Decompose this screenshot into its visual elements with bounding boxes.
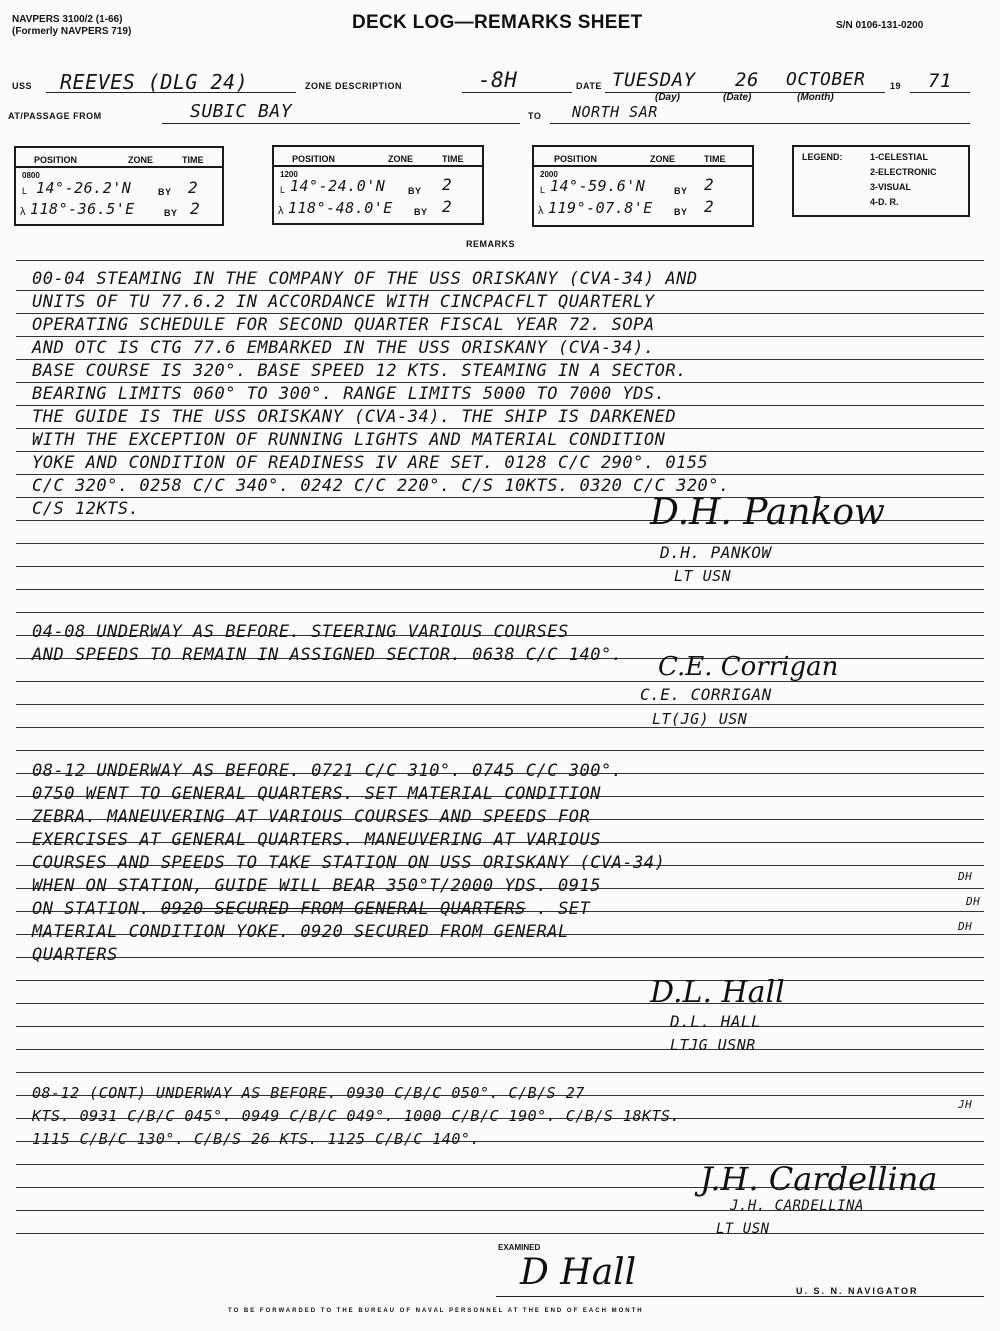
col-position-label: POSITION bbox=[34, 155, 78, 165]
signer-rank: LT(JG) USN bbox=[652, 710, 748, 728]
stock-number: S/N 0106-131-0200 bbox=[836, 20, 924, 31]
signature-hall: D.L. Hall bbox=[650, 975, 785, 1010]
latitude-symbol: L bbox=[540, 185, 546, 195]
latitude-symbol: L bbox=[22, 186, 28, 196]
entry-line: 0750 WENT TO GENERAL QUARTERS. SET MATERIAL CONDITION bbox=[32, 784, 601, 804]
longitude-symbol: λ bbox=[538, 205, 544, 217]
ship-name-underline bbox=[46, 92, 296, 93]
navigator-title: U. S. N. NAVIGATOR bbox=[796, 1286, 919, 1296]
ruled-line bbox=[16, 1072, 984, 1073]
latitude-symbol: L bbox=[280, 185, 286, 195]
margin-initials: DH bbox=[958, 920, 973, 933]
ruled-line bbox=[16, 727, 984, 728]
entry-00-04 bbox=[32, 268, 730, 521]
forwarding-note: TO BE FORWARDED TO THE BUREAU OF NAVAL PERSONNEL AT THE END OF EACH MONTH bbox=[228, 1308, 644, 1314]
col-time-label: TIME bbox=[182, 155, 204, 165]
ship-name: REEVES (DLG 24) bbox=[60, 70, 249, 94]
date-caption: (Date) bbox=[723, 92, 752, 103]
date-day: TUESDAY bbox=[612, 69, 696, 91]
entry-08-12 bbox=[32, 760, 665, 967]
uss-label: USS bbox=[12, 81, 33, 91]
signer-name: J.H. CARDELLINA bbox=[730, 1198, 864, 1214]
zone-underline bbox=[462, 92, 572, 93]
entry-line: YOKE AND CONDITION OF READINESS IV ARE SET. 0128 C/C 290°. 0155 bbox=[32, 453, 709, 473]
longitude-value: 118°-36.5'E bbox=[30, 200, 135, 218]
longitude-symbol: λ bbox=[278, 205, 284, 217]
position-box-1200 bbox=[272, 145, 484, 225]
entry-08-12-cont bbox=[32, 1082, 680, 1151]
month-caption: (Month) bbox=[797, 92, 834, 103]
latitude-value: 14°-26.2'N bbox=[36, 179, 132, 197]
entry-line: COURSES AND SPEEDS TO TAKE STATION ON USS ORISKANY (CVA-34) bbox=[32, 853, 666, 873]
to-underline bbox=[550, 123, 970, 124]
position-box-2000 bbox=[532, 145, 754, 227]
longitude-by-value: 2 bbox=[442, 197, 453, 216]
ruled-line bbox=[16, 681, 984, 682]
latitude-by-value: 2 bbox=[704, 175, 715, 194]
zone-description-label: ZONE DESCRIPTION bbox=[305, 81, 403, 91]
longitude-by-label: BY bbox=[674, 207, 688, 217]
entry-line: 08-12 UNDERWAY AS BEFORE. 0721 C/C 310°. 0745 C/C 300°. bbox=[32, 761, 623, 781]
entry-line: 08-12 (CONT) UNDERWAY AS BEFORE. 0930 C/B/C 050°. C/B/S 27 bbox=[32, 1084, 585, 1102]
position-box-heading bbox=[16, 148, 222, 168]
longitude-by-value: 2 bbox=[190, 199, 201, 218]
signer-name: D.H. PANKOW bbox=[660, 543, 772, 562]
col-zone-label: ZONE bbox=[650, 154, 676, 164]
position-time: 0800 bbox=[22, 171, 40, 180]
longitude-value: 118°-48.0'E bbox=[288, 199, 393, 217]
date-date: 26 bbox=[735, 69, 759, 91]
signer-rank: LT USN bbox=[716, 1221, 770, 1237]
year-underline bbox=[910, 92, 970, 93]
entry-line-end: . SET bbox=[536, 899, 591, 919]
signature-corrigan: C.E. Corrigan bbox=[658, 652, 839, 682]
entry-line bbox=[32, 898, 665, 921]
ruled-line bbox=[16, 1049, 984, 1050]
margin-initials: DH bbox=[958, 870, 973, 883]
position-time: 2000 bbox=[540, 170, 558, 179]
signer-rank: LTJG USNR bbox=[670, 1036, 756, 1054]
signature-pankow: D.H. Pankow bbox=[650, 492, 885, 533]
longitude-by-label: BY bbox=[164, 208, 178, 218]
col-time-label: TIME bbox=[442, 154, 464, 164]
entry-line: C/S 12KTS. bbox=[32, 499, 140, 519]
entry-line: UNITS OF TU 77.6.2 IN ACCORDANCE WITH CINCPACFLT QUARTERLY bbox=[32, 292, 655, 312]
zone-description-value: -8H bbox=[478, 68, 518, 92]
col-position-label: POSITION bbox=[554, 154, 598, 164]
ruled-line bbox=[16, 589, 984, 590]
entry-line: MATERIAL CONDITION YOKE. 0920 SECURED FROM GENERAL bbox=[32, 922, 569, 942]
legend-item-celestial: 1-CELESTIAL bbox=[870, 152, 929, 162]
entry-line: C/C 320°. 0258 C/C 340°. 0242 C/C 220°. C/S 10KTS. 0320 C/C 320°. bbox=[32, 476, 730, 496]
passage-to-label: TO bbox=[528, 111, 542, 121]
latitude-by-label: BY bbox=[158, 187, 172, 197]
remarks-heading: REMARKS bbox=[466, 239, 516, 249]
position-box-heading bbox=[274, 147, 482, 167]
legend-label: LEGEND: bbox=[802, 152, 843, 162]
entry-line: AND OTC IS CTG 77.6 EMBARKED IN THE USS ORISKANY (CVA-34). bbox=[32, 338, 655, 358]
ruled-line bbox=[16, 612, 984, 613]
position-time: 1200 bbox=[280, 170, 298, 179]
latitude-by-label: BY bbox=[674, 186, 688, 196]
passage-to-value: NORTH SAR bbox=[572, 103, 658, 121]
signer-name: D.L. HALL bbox=[670, 1012, 762, 1031]
year-suffix: 71 bbox=[928, 70, 952, 92]
ruled-line bbox=[16, 980, 984, 981]
legend-item-visual: 3-VISUAL bbox=[870, 182, 912, 192]
signer-name: C.E. CORRIGAN bbox=[640, 685, 772, 704]
longitude-by-label: BY bbox=[414, 207, 428, 217]
legend-box bbox=[792, 145, 970, 217]
struck-through-text: 0920 SECURED FROM GENERAL QUARTERS bbox=[160, 899, 526, 919]
latitude-value: 14°-59.6'N bbox=[550, 177, 646, 195]
latitude-by-value: 2 bbox=[188, 178, 199, 197]
entry-line: AND SPEEDS TO REMAIN IN ASSIGNED SECTOR. 0638 C/C 140°. bbox=[32, 645, 623, 665]
signature-cardellina: J.H. Cardellina bbox=[700, 1160, 938, 1198]
entry-line: EXERCISES AT GENERAL QUARTERS. MANEUVERING AT VARIOUS bbox=[32, 830, 601, 850]
ruled-line bbox=[16, 750, 984, 751]
entry-04-08 bbox=[32, 621, 622, 667]
ruled-line bbox=[16, 543, 984, 544]
entry-line: 04-08 UNDERWAY AS BEFORE. STEERING VARIOUS COURSES bbox=[32, 622, 569, 642]
day-caption: (Day) bbox=[655, 92, 681, 103]
entry-line: WHEN ON STATION, GUIDE WILL BEAR 350°T/2000 YDS. 0915 bbox=[32, 876, 601, 896]
signer-rank: LT USN bbox=[674, 567, 732, 585]
col-zone-label: ZONE bbox=[388, 154, 414, 164]
col-zone-label: ZONE bbox=[128, 155, 154, 165]
entry-line: 00-04 STEAMING IN THE COMPANY OF THE USS ORISKANY (CVA-34) AND bbox=[32, 269, 698, 289]
latitude-value: 14°-24.0'N bbox=[290, 177, 386, 195]
ruled-line bbox=[16, 704, 984, 705]
col-time-label: TIME bbox=[704, 154, 726, 164]
longitude-symbol: λ bbox=[20, 206, 26, 218]
entry-line: BEARING LIMITS 060° TO 300°. RANGE LIMITS 5000 TO 7000 YDS. bbox=[32, 384, 666, 404]
longitude-by-value: 2 bbox=[704, 197, 715, 216]
entry-line: THE GUIDE IS THE USS ORISKANY (CVA-34). THE SHIP IS DARKENED bbox=[32, 407, 677, 427]
year-prefix: 19 bbox=[890, 81, 902, 91]
entry-line: BASE COURSE IS 320°. BASE SPEED 12 KTS. STEAMING IN A SECTOR. bbox=[32, 361, 687, 381]
latitude-by-value: 2 bbox=[442, 175, 453, 194]
form-number-line1: NAVPERS 3100/2 (1-66) bbox=[12, 14, 123, 25]
latitude-by-label: BY bbox=[408, 186, 422, 196]
ruled-line bbox=[16, 566, 984, 567]
position-box-heading bbox=[534, 147, 752, 167]
navigator-signature: D Hall bbox=[520, 1252, 637, 1293]
entry-line: KTS. 0931 C/B/C 045°. 0949 C/B/C 049°. 1000 C/B/C 190°. C/B/S 18KTS. bbox=[32, 1107, 681, 1125]
ruled-line bbox=[16, 1003, 984, 1004]
entry-line: 1115 C/B/C 130°. C/B/S 26 KTS. 1125 C/B/C 140°. bbox=[32, 1130, 480, 1148]
passage-from-value: SUBIC BAY bbox=[190, 101, 293, 122]
col-position-label: POSITION bbox=[292, 154, 336, 164]
form-number bbox=[12, 14, 131, 38]
ruled-line bbox=[16, 260, 984, 261]
examined-label: EXAMINED bbox=[498, 1243, 541, 1252]
legend-item-dr: 4-D. R. bbox=[870, 197, 899, 207]
passage-from-label: AT/PASSAGE FROM bbox=[8, 111, 102, 121]
position-box-0800 bbox=[14, 146, 224, 226]
navigator-signature-line bbox=[496, 1296, 984, 1297]
page-title: DECK LOG—REMARKS SHEET bbox=[352, 12, 643, 33]
entry-line-start: ON STATION. bbox=[32, 899, 151, 919]
legend-item-electronic: 2-ELECTRONIC bbox=[870, 167, 937, 177]
margin-initials: JH bbox=[958, 1098, 973, 1111]
ruled-line bbox=[16, 1026, 984, 1027]
entry-line: OPERATING SCHEDULE FOR SECOND QUARTER FISCAL YEAR 72. SOPA bbox=[32, 315, 655, 335]
form-number-line2: (Formerly NAVPERS 719) bbox=[12, 26, 132, 37]
ruled-line bbox=[16, 1233, 984, 1234]
longitude-value: 119°-07.8'E bbox=[548, 199, 653, 217]
entry-line: QUARTERS bbox=[32, 945, 118, 965]
entry-line: WITH THE EXCEPTION OF RUNNING LIGHTS AND MATERIAL CONDITION bbox=[32, 430, 666, 450]
margin-initials: DH bbox=[966, 895, 981, 908]
entry-line: ZEBRA. MANEUVERING AT VARIOUS COURSES AND SPEEDS FOR bbox=[32, 807, 591, 827]
date-month: OCTOBER bbox=[786, 69, 866, 90]
date-label: DATE bbox=[576, 81, 602, 91]
from-underline bbox=[162, 123, 520, 124]
